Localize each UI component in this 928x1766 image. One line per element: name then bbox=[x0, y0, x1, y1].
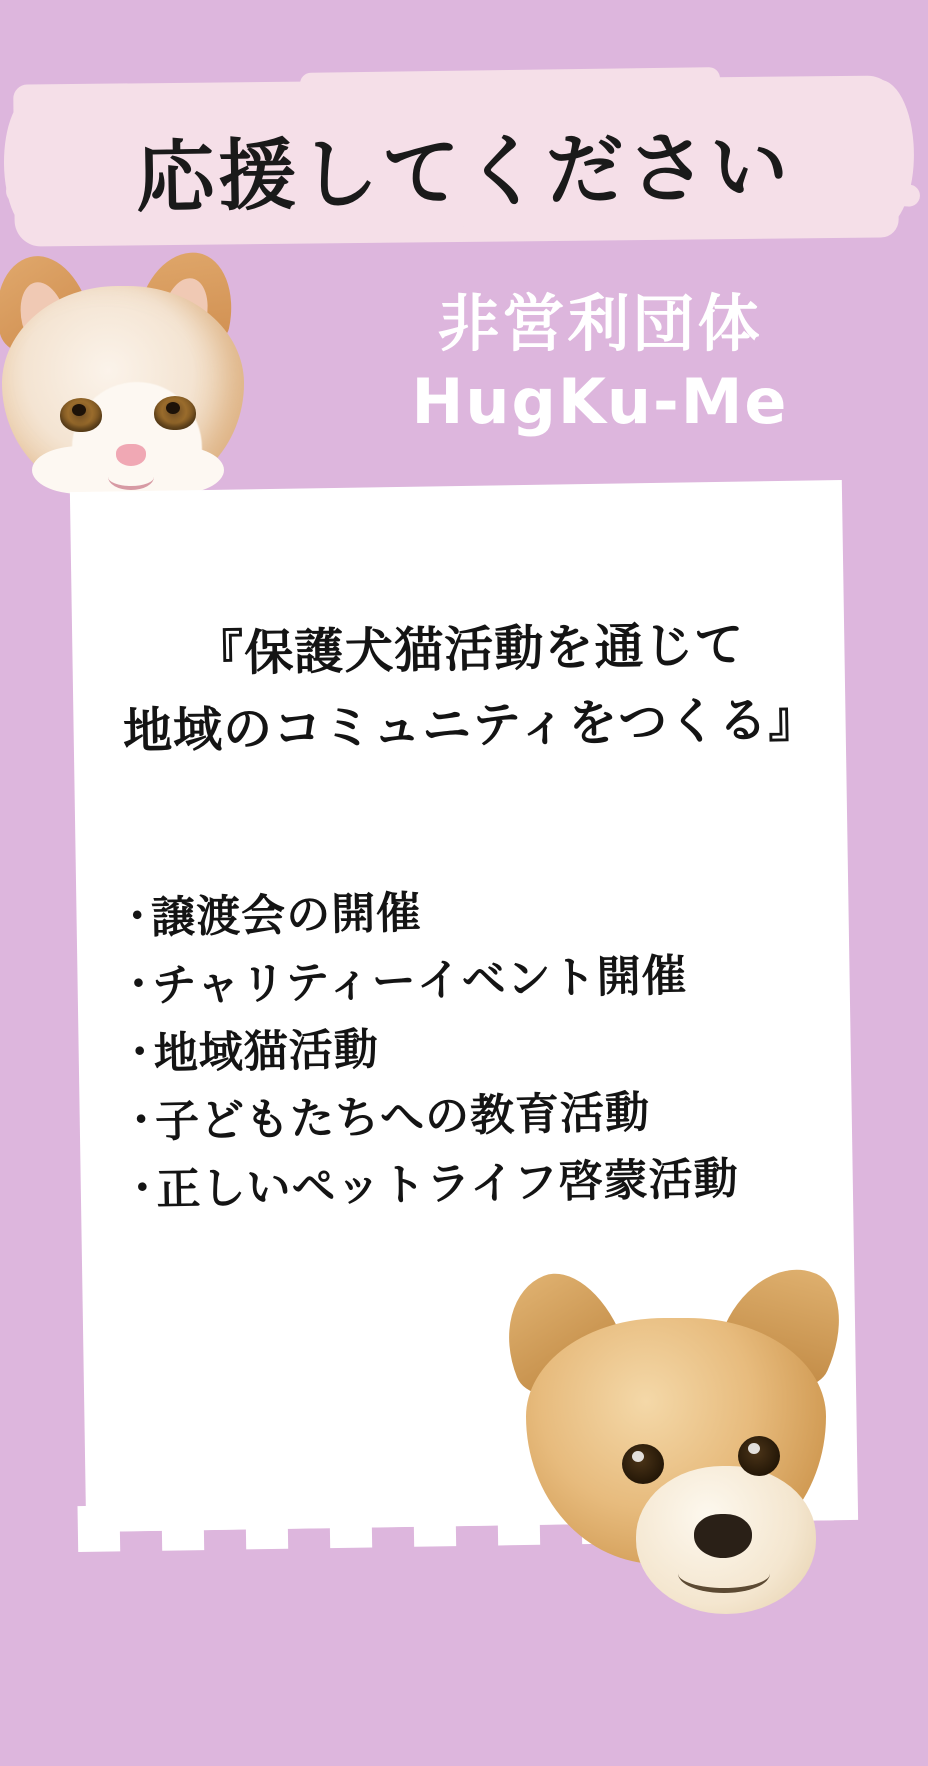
dog-head-shape bbox=[526, 1318, 826, 1564]
list-item-label: 正しいペットライフ啓蒙活動 bbox=[155, 1153, 740, 1216]
list-item bbox=[122, 1155, 883, 1214]
organization-title: HugKu-Me bbox=[411, 364, 789, 438]
paper-tooth bbox=[77, 1505, 120, 1552]
banner bbox=[0, 62, 928, 262]
organization-name bbox=[300, 285, 900, 440]
dog-eye-left bbox=[622, 1444, 664, 1484]
cat-nose bbox=[116, 444, 146, 466]
bullet-dot-icon: ・ bbox=[120, 1097, 163, 1145]
list-item-label: チャリティーイベント開催 bbox=[152, 950, 688, 1012]
paper-tooth bbox=[371, 1501, 413, 1528]
paper-tooth bbox=[119, 1505, 161, 1532]
dog-nose bbox=[694, 1514, 752, 1558]
slogan-line-2: 地域のコミュニティをつくる』 bbox=[122, 690, 819, 760]
cat-head-shape bbox=[2, 286, 244, 498]
cat-mouth bbox=[108, 464, 154, 490]
activity-list bbox=[117, 883, 883, 1238]
dog-photo-label bbox=[486, 1264, 487, 1265]
cat-eye-right bbox=[154, 396, 196, 430]
paper-tooth bbox=[161, 1504, 204, 1551]
dog-mouth bbox=[678, 1554, 770, 1593]
dog-eye-right bbox=[738, 1436, 780, 1476]
cat-eye-left bbox=[60, 398, 102, 432]
paper-tooth bbox=[413, 1500, 456, 1547]
headline-text: 応援してください bbox=[135, 122, 793, 224]
organization-prefix: 非営利団体 bbox=[437, 287, 763, 360]
paper-tooth bbox=[329, 1501, 372, 1548]
paper-tooth bbox=[287, 1502, 329, 1529]
list-item-label: 地域猫活動 bbox=[153, 1024, 380, 1080]
cat-face-photo bbox=[0, 250, 260, 508]
list-item bbox=[118, 951, 879, 1010]
paper-tooth bbox=[245, 1503, 288, 1550]
slogan-line-1: 『保護犬猫活動を通じて bbox=[193, 616, 745, 683]
slogan bbox=[59, 605, 882, 771]
list-item bbox=[117, 883, 878, 942]
paper-tooth bbox=[203, 1503, 245, 1530]
list-item bbox=[119, 1019, 880, 1078]
bullet-dot-icon: ・ bbox=[121, 1165, 164, 1213]
list-item-label: 譲渡会の開催 bbox=[150, 887, 422, 944]
list-item-label: 子どもたちへの教育活動 bbox=[154, 1087, 651, 1148]
bullet-dot-icon: ・ bbox=[116, 893, 159, 941]
shiba-inu-face-photo bbox=[486, 1264, 886, 1564]
bullet-dot-icon: ・ bbox=[119, 1029, 162, 1077]
bullet-dot-icon: ・ bbox=[118, 961, 160, 1009]
list-item bbox=[121, 1087, 882, 1146]
